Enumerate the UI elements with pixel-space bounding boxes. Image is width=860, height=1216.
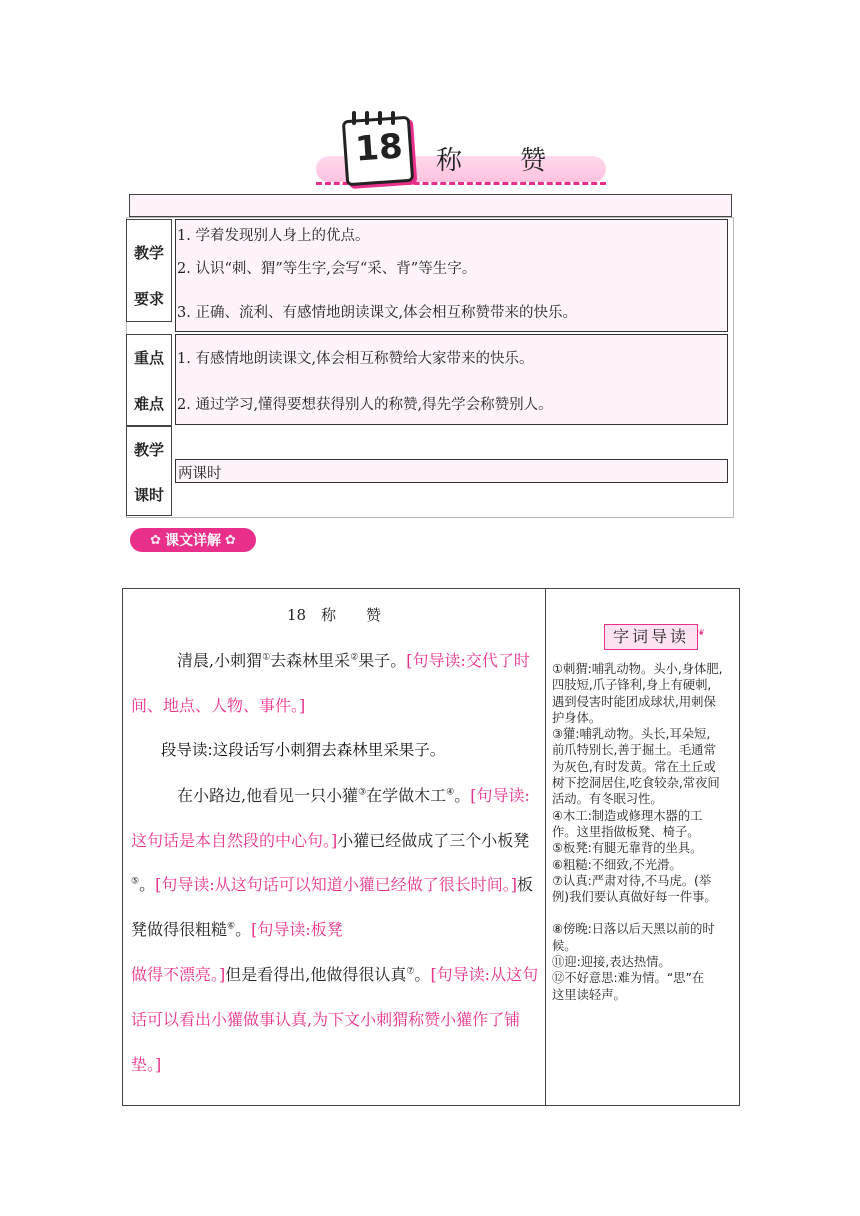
sentence-guide: [句导读: (470, 786, 530, 805)
gloss-line: 候。 (552, 938, 577, 953)
gloss-line: 遇到侵害时能团成球状,用刺保 (552, 694, 716, 709)
sentence-guide: [句导读:从这句话可以知道小獾已经做了很长时间。] (155, 875, 517, 894)
class-hours-cell (175, 459, 728, 483)
lesson-line-3: 在小路边,他看见一只小獾③在学做木工④。[句导读: (177, 786, 530, 805)
star-icon: ✿ (225, 532, 236, 548)
lesson-line-2: 间、地点、人物、事件。] (131, 696, 306, 715)
gloss-line: 护身体。 (552, 710, 602, 725)
gloss-line: 四肢短,爪子锋利,身上有硬刺, (552, 678, 712, 693)
lesson-line-6: 凳做得很粗糙⑥。[句导读:板凳 (131, 920, 343, 939)
paragraph-guide: 段导读:这段话写小刺猬去森林里采果子。 (161, 741, 446, 759)
key-points-label: 重点 难点 (126, 334, 172, 426)
key-point-2: 2. 通过学习,懂得要想获得别人的称赞,得先学会称赞别人。 (177, 397, 553, 413)
gloss-spacer (552, 905, 736, 921)
gloss-line: 树下挖洞居住,吃食较杂,常夜间 (552, 776, 720, 791)
lesson-line-7: 做得不漂亮。]但是看得出,他做得很认真⑦。[句导读:从这句 (131, 965, 539, 984)
sentence-guide: [句导读:交代了时 (406, 651, 530, 670)
word-guide-glosses (552, 661, 736, 1003)
word-guide-title: 字词导读 (604, 624, 698, 650)
gloss-line: ⑥粗糙:不细致,不光滑。 (552, 857, 682, 872)
gloss-line: ④木工:制造或修理木器的工 (552, 808, 703, 823)
gloss-line: ⑪迎:迎接,表达热情。 (552, 955, 671, 970)
teaching-requirement-2: 2. 认识“刺、猬”等生字,会写“采、背”等生字。 (177, 261, 477, 277)
gloss-line: ①刺猬:哺乳动物。头小,身体肥, (552, 662, 723, 676)
class-hours-value: 两课时 (178, 466, 222, 482)
gloss-line: 例)我们要认真做好每一件事。 (552, 890, 717, 905)
teaching-requirement-3: 3. 正确、流利、有感情地朗读课文,体会相互称赞带来的快乐。 (177, 305, 578, 321)
star-icon: ✿ (150, 532, 161, 548)
gloss-line: 为灰色,有时发黄。常在土丘或 (552, 759, 716, 774)
gloss-line: 这里读轻声。 (552, 987, 626, 1002)
gloss-line: 作。这里指做板凳、椅子。 (552, 824, 700, 839)
gloss-line: ⑦认真:严肃对待,不马虎。(举 (552, 873, 712, 888)
lesson-title: 称 赞 (436, 146, 549, 176)
section-tag-lesson-explained: ✿ 课文详解 ✿ (130, 528, 256, 552)
gloss-line: ⑧傍晚:日落以后天黑以前的时 (552, 922, 715, 937)
lesson-line-8: 话可以看出小獾做事认真,为下文小刺猬称赞小獾作了铺 (131, 1010, 521, 1029)
sentence-guide: [句导读:从这句 (430, 965, 539, 984)
gloss-line: 前爪特别长,善于掘土。毛通常 (552, 743, 716, 758)
lesson-line-4: 这句话是本自然段的中心句。]小獾已经做成了三个小板凳 (131, 831, 530, 850)
class-hours-label: 教学 课时 (126, 426, 172, 516)
gloss-line: ⑤板凳:有腿无靠背的坐具。 (552, 841, 703, 856)
sentence-guide: 这句话是本自然段的中心句。] (131, 831, 338, 850)
lesson-line-9: 垫。] (131, 1055, 162, 1074)
objectives-table-header-bar (129, 194, 732, 217)
sentence-guide: [句导读:板凳 (251, 920, 343, 939)
gloss-line: 活动。有冬眠习性。 (552, 792, 663, 807)
lesson-number: 18 (353, 126, 404, 170)
word-guide-ribbon-icon: ❦ (698, 628, 705, 637)
teaching-requirements-label: 教学 要求 (126, 219, 172, 322)
lesson-text-title: 18 称 赞 (286, 606, 382, 624)
lesson-line-1: 清晨,小刺猬①去森林里采②果子。[句导读:交代了时 (177, 651, 530, 670)
lesson-line-5: ⑤。[句导读:从这句话可以知道小獾已经做了很长时间。]板 (131, 875, 533, 894)
gloss-line: ⑫不好意思:难为情。“思”在 (552, 971, 705, 986)
sentence-guide: 做得不漂亮。] (131, 965, 226, 984)
key-point-1: 1. 有感情地朗读课文,体会相互称赞给大家带来的快乐。 (177, 351, 534, 367)
teaching-requirement-1: 1. 学着发现别人身上的优点。 (177, 228, 370, 244)
gloss-line: ③獾:哺乳动物。头长,耳朵短, (552, 727, 711, 742)
lesson-column-divider (545, 588, 546, 1105)
